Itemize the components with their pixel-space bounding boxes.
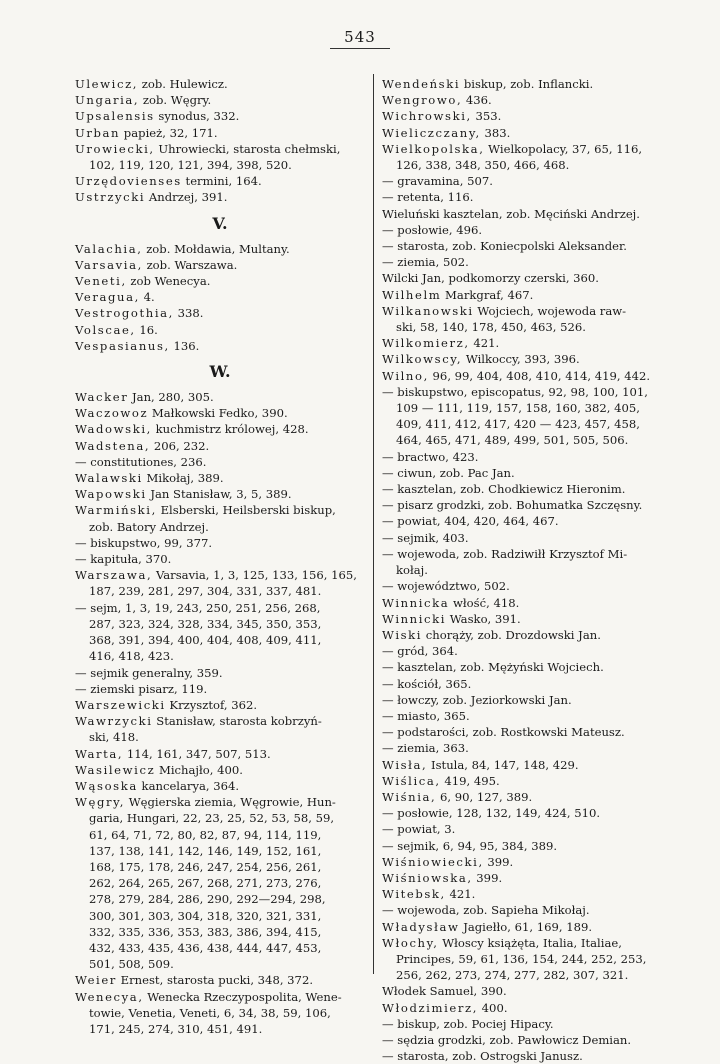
entry-text: termini, 164. [181, 174, 262, 189]
entry-text: 400. [478, 1000, 508, 1015]
entry-continuation: 126, 338, 348, 350, 466, 468. [396, 158, 570, 173]
index-entry: — bractwo, 423. [382, 449, 479, 464]
entry-headword: Urban [75, 125, 121, 140]
entry-text: zob. Mołdawia, Multany. [142, 241, 290, 256]
index-entry [382, 303, 680, 319]
index-entry [75, 125, 365, 141]
entry-text: 421. [445, 887, 476, 902]
entry-text: papież, 32, 171. [120, 125, 218, 140]
entry-headword: Węgry, [75, 795, 126, 810]
index-entry: — retenta, 116. [382, 190, 474, 205]
entry-text: Wasko, 391. [446, 611, 521, 626]
entry-continuation: zob. Batory Andrzej. [89, 519, 209, 534]
section-heading: W. [209, 362, 231, 382]
entry-text: Jan Stanisław, 3, 5, 389. [146, 487, 292, 502]
entry-text: Ernest, starosta pucki, 348, 372. [116, 973, 313, 988]
index-entry: — kapituła, 370. [75, 552, 172, 567]
index-entry [382, 351, 680, 367]
entry-headword: Vespasianus, [75, 338, 170, 353]
entry-text: zob. Węgry. [139, 93, 212, 108]
entry-headword: Wiśnia, [382, 789, 437, 804]
entry-headword: Wapowski [75, 487, 147, 502]
entry-text: chorąży, zob. Drozdowski Jan. [422, 627, 601, 642]
entry-continuation: 368, 391, 394, 400, 404, 408, 409, 411, [89, 633, 322, 648]
index-entry: — sejmik, 6, 94, 95, 384, 389. [382, 838, 558, 853]
entry-headword: Wiślica, [382, 773, 441, 788]
entry-headword: Ustrzycki [75, 190, 146, 205]
index-entry: Włodek Samuel, 390. [382, 984, 507, 999]
index-entry [75, 241, 365, 257]
right-column [382, 76, 680, 1064]
index-entry [75, 92, 365, 108]
entry-continuation: 416, 418, 423. [89, 649, 174, 664]
entry-continuation: 102, 119, 120, 121, 394, 398, 520. [89, 158, 292, 173]
entry-headword: Vestrogothia, [75, 306, 174, 321]
entry-continuation: 287, 323, 324, 328, 334, 345, 350, 353, [89, 616, 322, 631]
index-entry: — powiat, 3. [382, 822, 456, 837]
index-entry [75, 305, 365, 321]
entry-text: 419, 495. [440, 773, 500, 788]
entry-continuation: 137, 138, 141, 142, 146, 149, 152, 161, [89, 843, 322, 858]
entry-text: Wenecka Rzeczypospolita, Wene- [143, 989, 342, 1004]
entry-continuation: 262, 264, 265, 267, 268, 271, 273, 276, [89, 876, 322, 891]
entry-continuation: ski, 418. [89, 730, 139, 745]
index-entry: — ziemia, 502. [382, 255, 469, 270]
index-entry: — gród, 364. [382, 644, 458, 659]
entry-text: biskup, zob. Inflancki. [460, 77, 594, 91]
entry-text: 4. [139, 290, 155, 305]
index-entry: Wieluński kasztelan, zob. Męciński Andrzej. [382, 206, 640, 221]
entry-continuation: towie, Venetia, Veneti, 6, 34, 38, 59, 106, [89, 1005, 331, 1020]
entry-continuation: garia, Hungari, 22, 23, 25, 52, 53, 58, 59, [89, 811, 335, 826]
entry-text: Markgraf, 467. [441, 287, 534, 302]
index-entry: — województwo, 502. [382, 579, 510, 594]
entry-text: Mikołaj, 389. [142, 471, 224, 486]
index-entry [382, 611, 680, 627]
entry-headword: Winnicki [382, 611, 447, 626]
index-entry: — kasztelan, zob. Mężyński Wojciech. [382, 660, 604, 675]
entry-text: 338. [173, 306, 204, 321]
entry-continuation: 501, 508, 509. [89, 957, 174, 972]
entry-continuation: 332, 335, 336, 353, 383, 386, 394, 415, [89, 924, 322, 939]
index-entry: — wojewoda, zob. Sapieha Mikołaj. [382, 903, 590, 918]
index-entry: — starosta, zob. Koniecpolski Aleksander. [382, 239, 627, 254]
entry-headword: Ulewicz, [75, 77, 139, 91]
index-entry [75, 322, 365, 338]
entry-text: Włoscy książęta, Italia, Italiae, [438, 935, 622, 950]
index-entry: — podstarości, zob. Rostkowski Mateusz. [382, 725, 625, 740]
index-entry: — biskup, zob. Pociej Hipacy. [382, 1016, 554, 1031]
index-entry [382, 368, 680, 384]
entry-headword: Wilkowscy, [382, 352, 463, 367]
entry-headword: Witebsk, [382, 887, 446, 902]
entry-headword: Upsalensis [75, 109, 155, 124]
entry-continuation: 464, 465, 471, 489, 499, 501, 505, 506. [396, 433, 629, 448]
index-entry [75, 778, 365, 794]
index-entry [382, 870, 680, 886]
index-entry [75, 108, 365, 124]
entry-continuation: 109 — 111, 119, 157, 158, 160, 382, 405, [396, 401, 640, 416]
index-entry [75, 76, 365, 92]
page-number: 543 [344, 28, 376, 46]
entry-headword: Wiśniowska, [382, 870, 473, 885]
entry-headword: Veneti, [75, 274, 127, 289]
index-entry [75, 470, 365, 486]
entry-continuation: 168, 175, 178, 246, 247, 254, 256, 261, [89, 859, 322, 874]
entry-headword: Varsavia, [75, 257, 143, 272]
index-entry [75, 746, 365, 762]
entry-headword: Weier [75, 973, 117, 988]
index-entry: — gravamina, 507. [382, 174, 493, 189]
index-entry [75, 486, 365, 502]
entry-headword: Warmiński, [75, 503, 157, 518]
entry-text: zob Wenecya. [126, 274, 211, 289]
entry-text: Stanisław, starosta kobrzyń- [152, 714, 322, 729]
entry-headword: Waczowoz [75, 406, 149, 421]
entry-text: 96, 99, 404, 408, 410, 414, 419, 442. [428, 368, 651, 383]
index-entry [382, 595, 680, 611]
entry-headword: Valachia, [75, 241, 143, 256]
index-entry: — sejmik generalny, 359. [75, 665, 223, 680]
entry-headword: Warszawa, [75, 568, 153, 583]
index-entry [382, 125, 680, 141]
index-entry [382, 1000, 680, 1016]
entry-headword: Wisła, [382, 757, 428, 772]
entry-text: włość, 418. [449, 595, 520, 610]
index-entry: — biskupstwo, 99, 377. [75, 535, 213, 550]
entry-text: 353. [471, 109, 502, 124]
index-entry [75, 502, 365, 518]
index-entry: — sędzia grodzki, zob. Pawłowicz Demian. [382, 1032, 632, 1047]
index-entry: — biskupstwo, episcopatus, 92, 98, 100, 101, [382, 384, 648, 399]
entry-continuation: 300, 301, 303, 304, 318, 320, 321, 331, [89, 908, 322, 923]
entry-headword: Wieliczczany, [382, 125, 481, 140]
entry-text: 436. [462, 93, 492, 108]
index-entry [75, 405, 365, 421]
column-divider [373, 74, 374, 974]
index-entry [75, 273, 365, 289]
index-entry [75, 989, 365, 1005]
entry-continuation: 278, 279, 284, 286, 290, 292—294, 298, [89, 892, 326, 907]
entry-text: Węgierska ziemia, Węgrowie, Hun- [125, 795, 336, 810]
index-entry [75, 697, 365, 713]
entry-text: 383. [480, 125, 511, 140]
entry-text: 399. [483, 854, 514, 869]
index-entry: — ciwun, zob. Pac Jan. [382, 465, 515, 480]
index-entry: — łowczy, zob. Jeziorkowski Jan. [382, 692, 572, 707]
index-entry [75, 762, 365, 778]
entry-headword: Włodzimierz, [382, 1000, 478, 1015]
entry-headword: Wilno, [382, 368, 429, 383]
index-entry [382, 757, 680, 773]
index-entry [75, 972, 365, 988]
entry-headword: Wenecya, [75, 989, 144, 1004]
entry-headword: Walawski [75, 471, 143, 486]
entry-text: synodus, 332. [154, 109, 240, 124]
index-entry [75, 338, 365, 354]
index-entry: — kasztelan, zob. Chodkiewicz Hieronim. [382, 482, 626, 497]
entry-text: Andrzej, 391. [145, 190, 228, 205]
entry-text: 399. [472, 870, 503, 885]
entry-headword: Urowiecki, [75, 141, 155, 156]
entry-text: 206, 232. [150, 438, 210, 453]
header-rule [330, 48, 390, 49]
index-entry: — kościół, 365. [382, 676, 472, 691]
index-entry [75, 438, 365, 454]
entry-headword: Wilkanowski [382, 303, 474, 318]
entry-text: Varsavia, 1, 3, 125, 133, 156, 165, [152, 568, 357, 583]
entry-headword: Wąsoska [75, 778, 138, 793]
entry-headword: Urzędovienses [75, 174, 182, 189]
index-entry [382, 886, 680, 902]
entry-text: 6, 90, 127, 389. [436, 789, 533, 804]
index-entry: — ziemski pisarz, 119. [75, 681, 208, 696]
entry-continuation: 171, 245, 274, 310, 451, 491. [89, 1021, 263, 1036]
entry-text: Wielkopolacy, 37, 65, 116, [484, 141, 643, 156]
index-entry [75, 794, 365, 810]
index-entry: Wilcki Jan, podkomorzy czerski, 360. [382, 271, 599, 286]
index-entry [382, 789, 680, 805]
entry-text: Uhrowiecki, starosta chełmski, [154, 141, 341, 156]
index-entry: — constitutiones, 236. [75, 454, 207, 469]
entry-headword: Wilhelm [382, 287, 442, 302]
left-column [75, 76, 365, 1037]
entry-headword: Veragua, [75, 290, 140, 305]
entry-text: kancelarya, 364. [137, 778, 240, 793]
entry-text: zob. Hulewicz. [138, 77, 228, 91]
index-entry [382, 76, 680, 92]
entry-continuation: kołaj. [396, 563, 428, 578]
section-heading: V. [212, 213, 228, 233]
index-entry [75, 421, 365, 437]
entry-continuation: 61, 64, 71, 72, 80, 82, 87, 94, 114, 119, [89, 827, 322, 842]
entry-headword: Wacker [75, 390, 129, 405]
entry-text: zob. Warszawa. [142, 257, 238, 272]
index-entry [75, 189, 365, 205]
entry-headword: Wiśniowiecki, [382, 854, 484, 869]
index-entry: — posłowie, 496. [382, 222, 483, 237]
index-entry [382, 854, 680, 870]
entry-continuation: 187, 239, 281, 297, 304, 331, 337, 481. [89, 584, 322, 599]
index-entry: — starosta, zob. Ostrogski Janusz. [382, 1049, 583, 1064]
index-entry [382, 141, 680, 157]
entry-text: Małkowski Fedko, 390. [148, 406, 288, 421]
entry-text: Krzysztof, 362. [165, 697, 258, 712]
index-entry [382, 92, 680, 108]
index-entry [75, 567, 365, 583]
entry-headword: Wiski [382, 627, 423, 642]
entry-continuation: 432, 433, 435, 436, 438, 444, 447, 453, [89, 940, 322, 955]
entry-text: 136. [169, 338, 200, 353]
entry-headword: Ungaria, [75, 93, 140, 108]
entry-headword: Wawrzycki [75, 714, 153, 729]
index-entry [382, 335, 680, 351]
entry-headword: Władysław [382, 919, 460, 934]
entry-headword: Winnicka [382, 595, 450, 610]
entry-text: Wojciech, wojewoda raw- [473, 303, 627, 318]
index-entry: — miasto, 365. [382, 708, 470, 723]
entry-text: Michajło, 400. [155, 762, 243, 777]
index-entry [75, 173, 365, 189]
entry-text: Jan, 280, 305. [128, 390, 214, 405]
index-entry: — pisarz grodzki, zob. Bohumatka Szczęsny. [382, 498, 643, 513]
index-entry [75, 389, 365, 405]
index-entry: — wojewoda, zob. Radziwiłł Krzysztof Mi- [382, 546, 628, 561]
index-entry [382, 287, 680, 303]
index-entry [75, 289, 365, 305]
entry-text: Istula, 84, 147, 148, 429. [427, 757, 579, 772]
entry-headword: Wendeński [382, 77, 461, 91]
entry-text: Elsberski, Heilsberski biskup, [156, 503, 336, 518]
index-entry [382, 773, 680, 789]
entry-headword: Wilkomierz, [382, 336, 470, 351]
entry-headword: Wielkopolska, [382, 141, 485, 156]
entry-headword: Włochy, [382, 935, 439, 950]
entry-text: kuchmistrz królowej, 428. [151, 422, 309, 437]
index-entry: — ziemia, 363. [382, 741, 469, 756]
index-entry [382, 108, 680, 124]
entry-headword: Warszewicki [75, 697, 166, 712]
index-entry: — sejmik, 403. [382, 530, 469, 545]
index-entry [75, 257, 365, 273]
index-entry [75, 141, 365, 157]
index-entry [75, 713, 365, 729]
index-entry [382, 919, 680, 935]
index-entry: — powiat, 404, 420, 464, 467. [382, 514, 559, 529]
entry-headword: Wengrowo, [382, 93, 463, 108]
index-entry: — sejm, 1, 3, 19, 243, 250, 251, 256, 268, [75, 600, 321, 615]
entry-headword: Wadstena, [75, 438, 151, 453]
index-entry: — posłowie, 128, 132, 149, 424, 510. [382, 806, 601, 821]
entry-headword: Volscae, [75, 322, 136, 337]
entry-headword: Wichrowski, [382, 109, 472, 124]
entry-text: 16. [135, 322, 158, 337]
entry-continuation: 256, 262, 273, 274, 277, 282, 307, 321. [396, 968, 629, 983]
entry-text: 114, 161, 347, 507, 513. [123, 746, 271, 761]
entry-headword: Warta, [75, 746, 124, 761]
entry-headword: Wadowski, [75, 422, 152, 437]
entry-continuation: ski, 58, 140, 178, 450, 463, 526. [396, 320, 586, 335]
index-entry [382, 627, 680, 643]
entry-text: Wilkoccy, 393, 396. [462, 352, 580, 367]
entry-headword: Wasilewicz [75, 762, 156, 777]
entry-continuation: 409, 411, 412, 417, 420 — 423, 457, 458, [396, 417, 640, 432]
entry-continuation: Principes, 59, 61, 136, 154, 244, 252, 253, [396, 951, 647, 966]
index-entry [382, 935, 680, 951]
entry-text: Jagiełło, 61, 169, 189. [459, 919, 593, 934]
entry-text: 421. [469, 336, 500, 351]
